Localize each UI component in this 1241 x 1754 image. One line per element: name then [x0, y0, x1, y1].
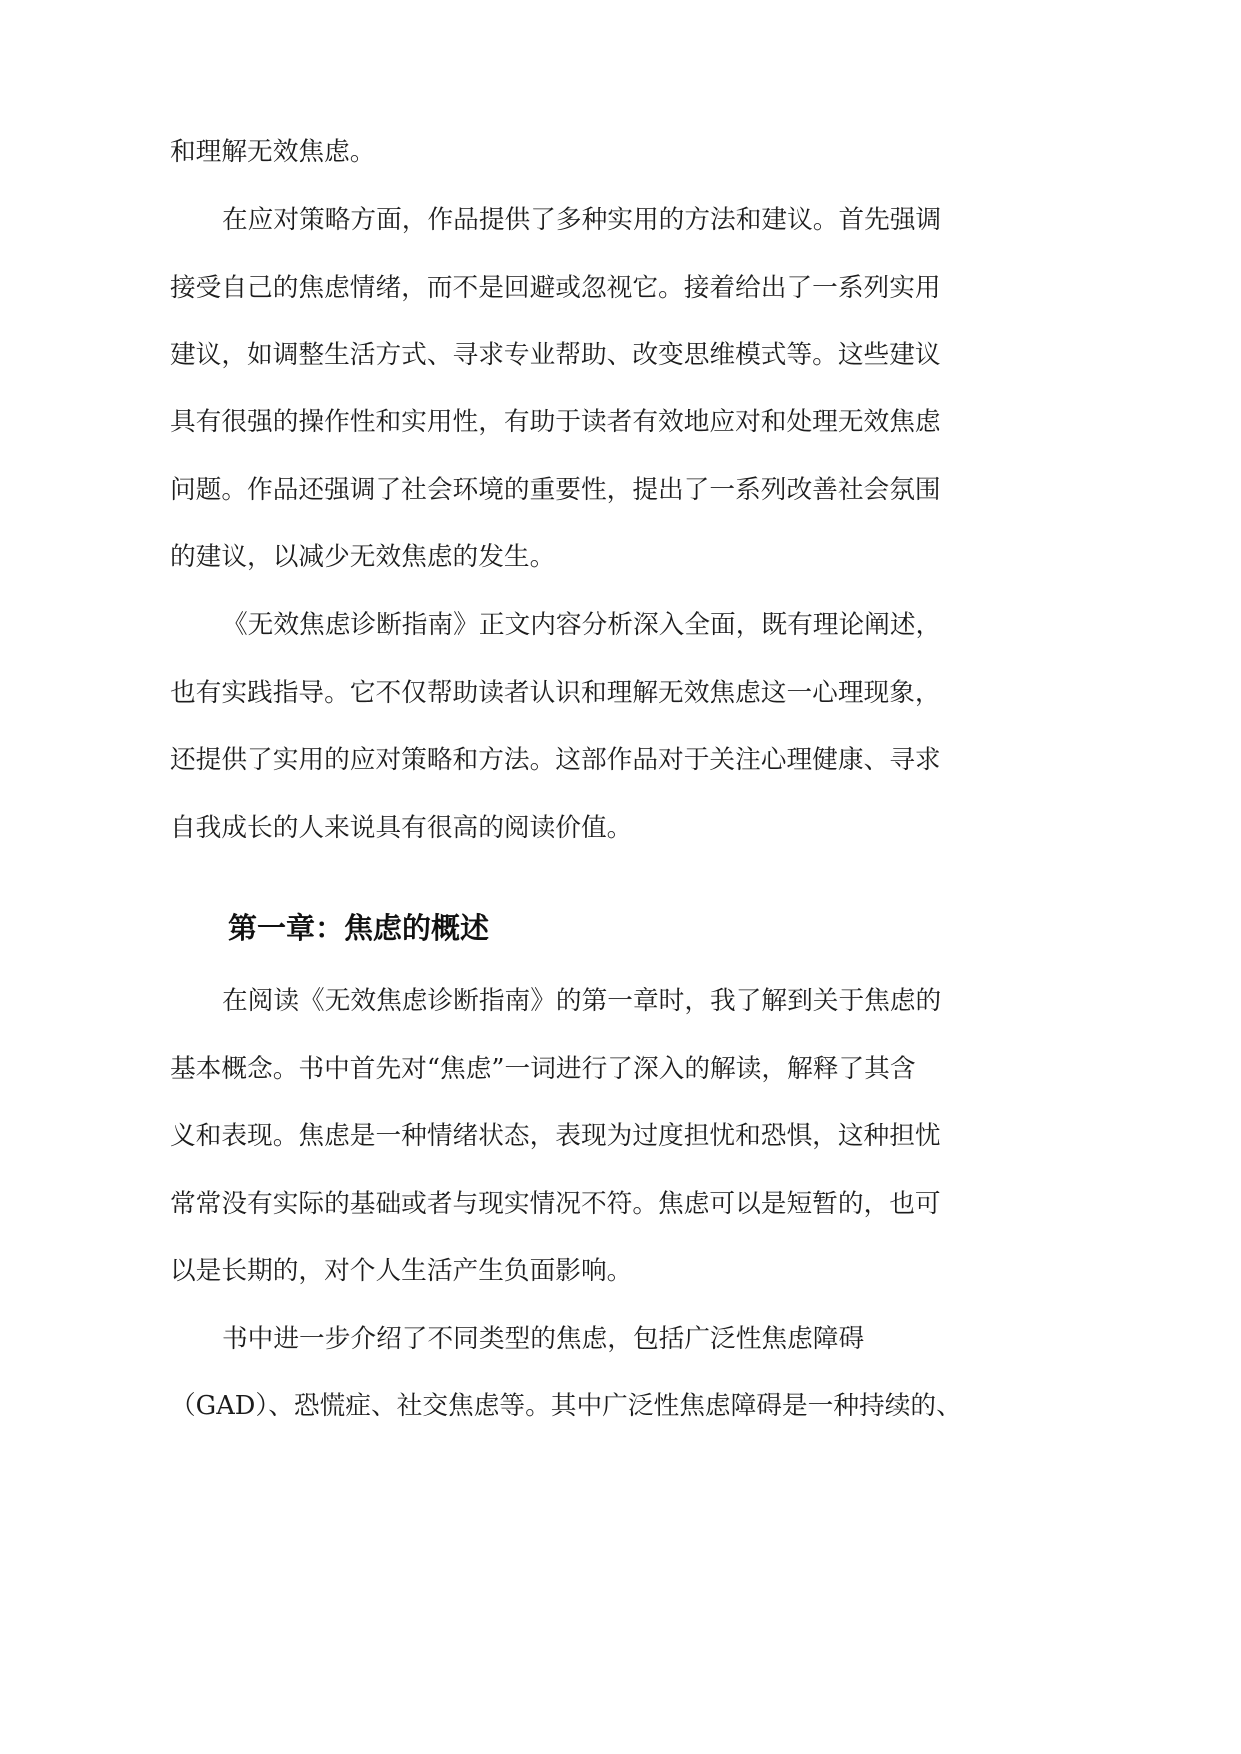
- text-line: 基本概念。书中首先对“焦虑”一词进行了深入的解读，解释了其含: [170, 1054, 916, 1084]
- text-line: 接受自己的焦虑情绪，而不是回避或忽视它。接着给出了一系列实用: [170, 273, 941, 303]
- text-line: 书中进一步介绍了不同类型的焦虑，包括广泛性焦虑障碍: [222, 1324, 865, 1354]
- text-line: 也有实践指导。它不仅帮助读者认识和理解无效焦虑这一心理现象，: [170, 678, 941, 708]
- text-line: 还提供了实用的应对策略和方法。这部作品对于关注心理健康、寻求: [170, 745, 941, 775]
- text-line: 常常没有实际的基础或者与现实情况不符。焦虑可以是短暂的，也可: [170, 1189, 941, 1219]
- text-line: 义和表现。焦虑是一种情绪状态，表现为过度担忧和恐惧，这种担忧: [170, 1121, 941, 1151]
- text-line: 在应对策略方面，作品提供了多种实用的方法和建议。首先强调: [222, 205, 942, 235]
- text-line: 的建议，以减少无效焦虑的发生。: [170, 542, 556, 572]
- text-line: 在阅读《无效焦虑诊断指南》的第一章时，我了解到关于焦虑的: [222, 986, 942, 1016]
- text-line: 以是长期的，对个人生活产生负面影响。: [170, 1256, 633, 1286]
- text-line: 和理解无效焦虑。: [170, 137, 376, 167]
- text-line: 建议，如调整生活方式、寻求专业帮助、改变思维模式等。这些建议: [170, 340, 941, 370]
- text-line: 具有很强的操作性和实用性，有助于读者有效地应对和处理无效焦虑: [170, 407, 941, 437]
- chapter-heading: 第一章：焦虑的概述: [228, 911, 490, 945]
- text-line: 自我成长的人来说具有很高的阅读价值。: [170, 813, 633, 843]
- text-line: 问题。作品还强调了社会环境的重要性，提出了一系列改善社会氛围: [170, 475, 941, 505]
- text-line: （GAD）、恐慌症、社交焦虑等。其中广泛性焦虑障碍是一种持续的、: [170, 1391, 962, 1421]
- text-line: 《无效焦虑诊断指南》正文内容分析深入全面，既有理论阐述，: [222, 610, 942, 640]
